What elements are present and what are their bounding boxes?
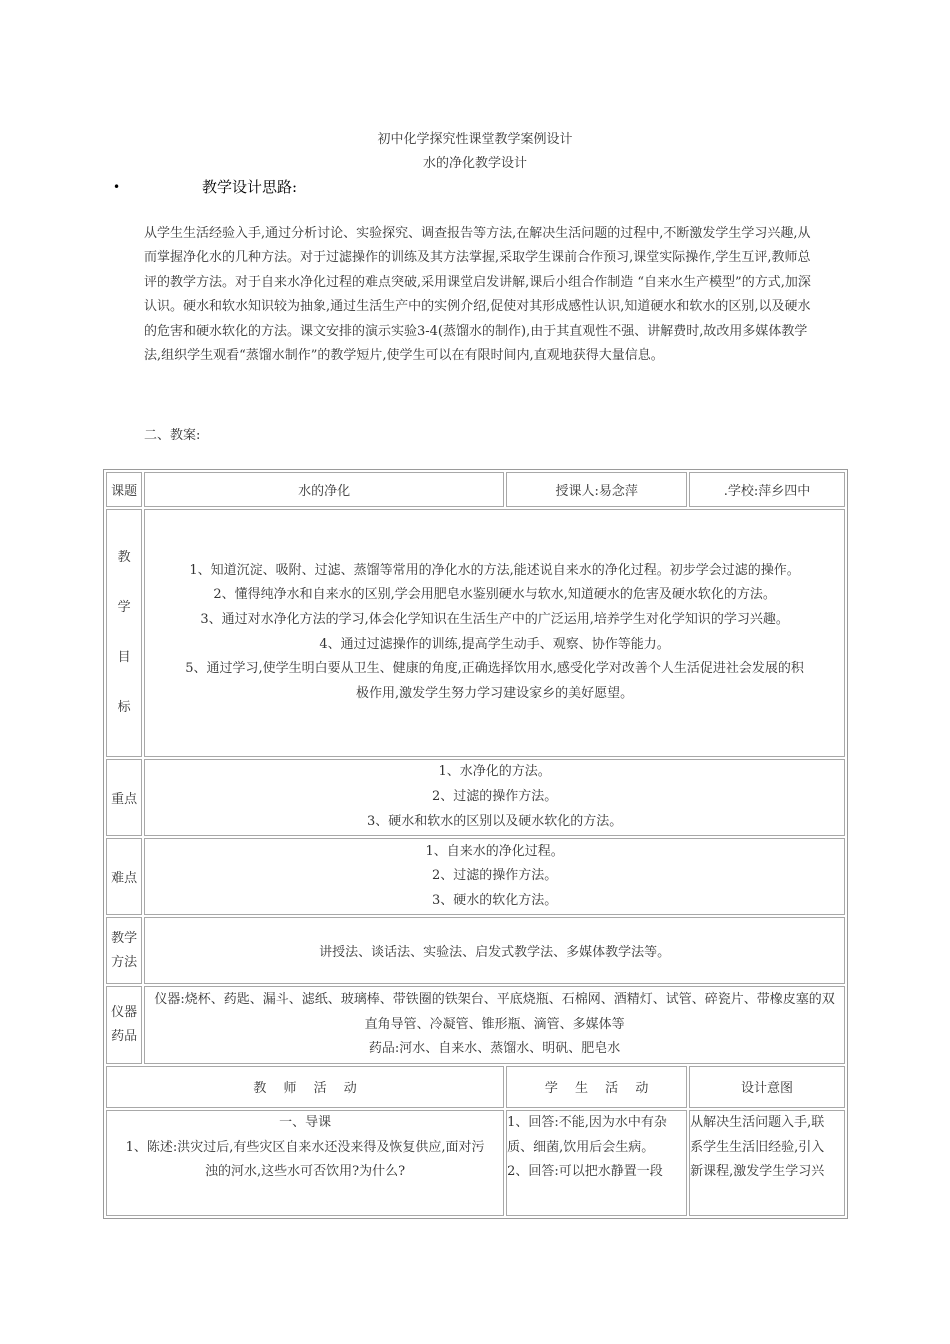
difficult-label: 难点 — [106, 838, 142, 915]
equip-line: 药品:河水、自来水、蒸馏水、明矾、肥皂水 — [368, 1041, 621, 1057]
equipment-content — [144, 986, 845, 1063]
method-value: 讲授法、谈话法、实验法、启发式教学法、多媒体教学法等。 — [144, 917, 845, 984]
goal-item: 5、通过学习,使学生明白要从卫生、健康的角度,正确选择饮用水,感受化学对改善个人生活促进社会发展的积 — [185, 661, 804, 677]
teacher-activity-content — [106, 1110, 504, 1216]
goals-label — [106, 509, 142, 757]
design-intent-line: 新课程,激发学生学习兴 — [690, 1164, 825, 1180]
topic-label: 课题 — [106, 472, 142, 507]
key-point-item: 2、过滤的操作方法。 — [431, 788, 558, 804]
header-design-intent: 设计意图 — [689, 1066, 845, 1109]
table-row-goals — [106, 509, 845, 757]
table-row-activity-header — [106, 1066, 845, 1109]
student-activity-content — [506, 1110, 687, 1216]
doc-title: 初中化学探究性课堂教学案例设计 — [377, 132, 573, 147]
key-label: 重点 — [106, 759, 142, 836]
method-label-line: 教学 — [111, 930, 138, 946]
table-row-difficult-points — [106, 838, 845, 915]
key-points-content — [144, 759, 845, 836]
key-point-item: 3、硬水和软水的区别以及硬水软化的方法。 — [366, 813, 623, 829]
lesson-plan-table — [103, 469, 848, 1219]
equip-line: 仪器:烧杯、药匙、漏斗、滤纸、玻璃棒、带铁圈的铁架台、平底烧瓶、石棉网、酒精灯、试管、碎瓷片、带橡皮塞的双 — [154, 991, 835, 1007]
equip-line: 直角导管、冷凝管、锥形瓶、滴管、多媒体等 — [364, 1016, 625, 1032]
goal-item: 2、懂得纯净水和自来水的区别,学会用肥皂水鉴别硬水与软水,知道硬水的危害及硬水软化的方法。 — [213, 587, 776, 603]
equip-label-line: 仪器 — [111, 1004, 138, 1020]
table-row-topic — [106, 472, 845, 507]
difficult-point-item: 3、硬水的软化方法。 — [431, 892, 558, 908]
method-label — [106, 917, 142, 984]
doc-subtitle: 水的净化教学设计 — [422, 156, 527, 171]
section1-heading: 教学设计思路: — [202, 178, 298, 196]
design-intent-content — [689, 1110, 845, 1216]
goals-label-char: 目 — [117, 649, 131, 665]
student-activity-line: 1、回答:不能,因为水中有杂 — [507, 1115, 667, 1131]
section2-heading: 二、教案: — [144, 428, 201, 443]
section1-paragraph: 从学生生活经验入手,通过分析讨论、实验探究、调查报告等方法,在解决生活问题的过程中,不断激发学生学习兴趣,从而掌握净化水的几种方法。对于过滤操作的训练及其方法掌握,采取学生课前合作预习,课堂实际操作,学生互评,教师总评的教学方法。对于自来水净化过程的难点突破,采用课堂启发讲解,课后小组合作制造 “自来水生产模型”的方式,加深认识。硬水和软水知识较为抽象,通过生活生产中的实例介绍,促使对其形成感性认识,知道硬水和软水的区别,以及硬水的危害和硬水软化的方法。课文安排的演示实验3-4(蒸馏水的制作),由于其直观性不强、讲解费时,故改用多媒体教学法,组织学生观看“蒸馏水制作”的教学短片,使学生可以在有限时间内,直观地获得大量信息。 — [144, 226, 811, 364]
goal-item: 极作用,激发学生努力学习建设家乡的美好愿望。 — [356, 685, 634, 701]
goal-item: 4、通过过滤操作的训练,提高学生动手、观察、协作等能力。 — [319, 636, 670, 652]
goal-item: 1、知道沉淀、吸附、过滤、蒸馏等常用的净化水的方法,能述说自来水的净化过程。初步学会过滤的操作。 — [189, 562, 800, 578]
equip-label-line: 药品 — [111, 1028, 138, 1044]
difficult-point-item: 1、自来水的净化过程。 — [425, 843, 564, 859]
teacher-activity-line: 浊的河水,这些水可否饮用?为什么? — [205, 1164, 406, 1180]
design-intent-line: 系学生生活旧经验,引入 — [690, 1139, 825, 1155]
goals-label-char: 教 — [117, 549, 131, 565]
student-activity-line: 2、回答:可以把水静置一段 — [507, 1164, 663, 1180]
header-teacher-activity: 教 师 活 动 — [106, 1066, 504, 1109]
equip-label — [106, 986, 142, 1063]
key-point-item: 1、水净化的方法。 — [438, 764, 551, 780]
table-row-activity — [106, 1110, 845, 1216]
teacher-activity-line: 一、导课 — [279, 1115, 332, 1131]
goals-content — [144, 509, 845, 757]
goal-item: 3、通过对水净化方法的学习,体会化学知识在生活生产中的广泛运用,培养学生对化学知识的学习兴趣。 — [200, 612, 789, 627]
teacher-cell: 授课人:易念萍 — [506, 472, 687, 507]
table-row-equipment — [106, 986, 845, 1063]
table-row-key-points — [106, 759, 845, 836]
difficult-point-item: 2、过滤的操作方法。 — [431, 868, 558, 884]
school-cell: .学校:萍乡四中 — [689, 472, 845, 507]
bullet-marker: • — [113, 180, 121, 194]
teacher-activity-line: 1、陈述:洪灾过后,有些灾区自来水还没来得及恢复供应,面对污 — [125, 1139, 485, 1155]
difficult-points-content — [144, 838, 845, 915]
method-label-line: 方法 — [111, 954, 138, 970]
goals-label-char: 学 — [117, 599, 131, 615]
table-row-method — [106, 917, 845, 984]
goals-label-char: 标 — [117, 699, 131, 715]
student-activity-line: 质、细菌,饮用后会生病。 — [507, 1139, 655, 1155]
header-student-activity: 学 生 活 动 — [506, 1066, 687, 1109]
topic-value: 水的净化 — [144, 472, 504, 507]
design-intent-line: 从解决生活问题入手,联 — [690, 1115, 825, 1131]
